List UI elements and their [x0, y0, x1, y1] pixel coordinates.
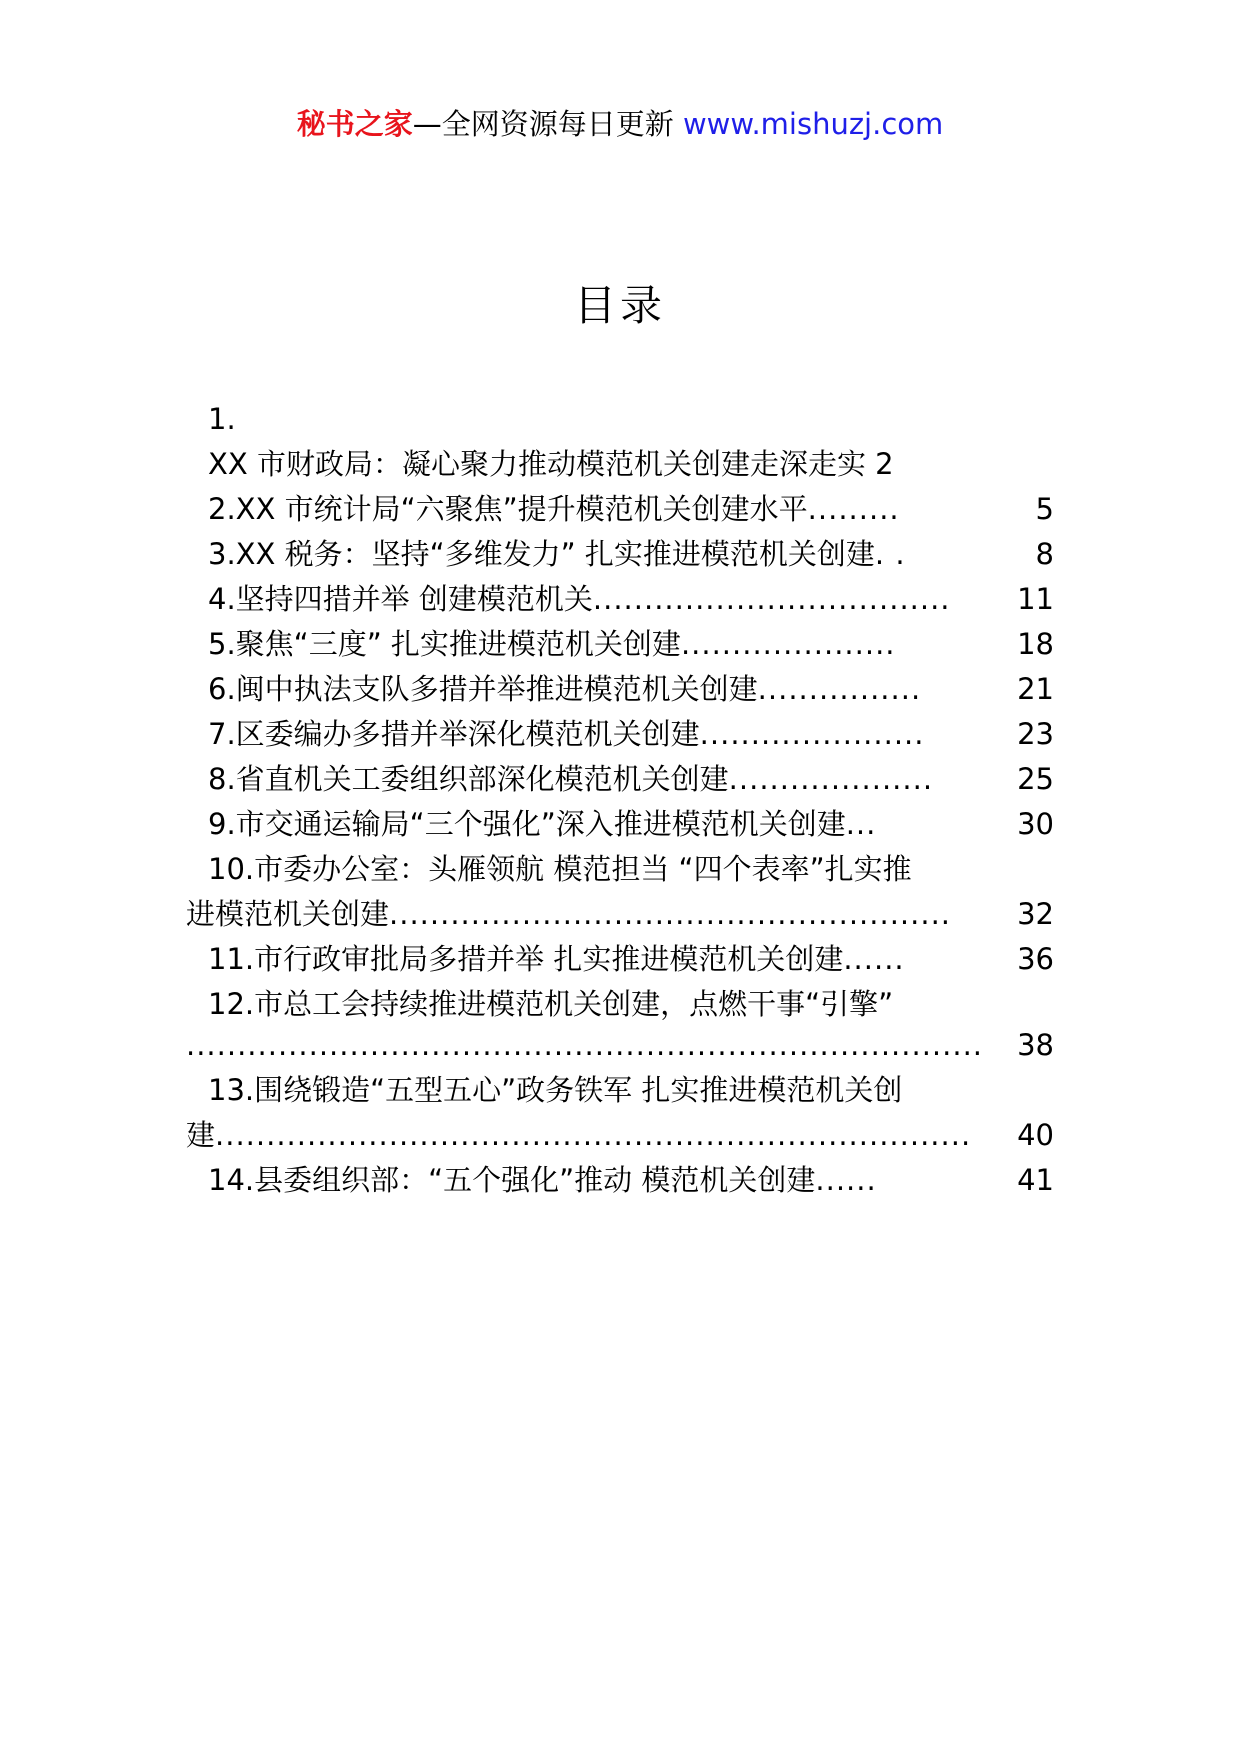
toc-leader-dots: ......... [807, 492, 900, 526]
toc-entry-title-line2: 进模范机关创建 [186, 897, 390, 931]
toc-entry-title-line1: 10.市委办公室：头雁领航 模范担当 “四个表率”扎实推 [208, 852, 912, 886]
toc-entry-title-line2: 建 [186, 1118, 216, 1152]
toc-entry-5[interactable] [186, 622, 1054, 667]
table-of-contents [186, 397, 1054, 1203]
toc-entry-6[interactable] [186, 667, 1054, 712]
toc-leader-dots: ...................... [699, 717, 925, 751]
toc-entry-12[interactable] [186, 982, 1054, 1068]
toc-page-number: 18 [1017, 627, 1054, 661]
toc-page-number: 8 [1035, 537, 1054, 571]
site-banner [0, 104, 1240, 144]
toc-entry-title-line1: 12.市总工会持续推进模范机关创建，点燃干事“引擎” [208, 987, 894, 1021]
toc-entry-title: 2.XX 市统计局“六聚焦”提升模范机关创建水平 [208, 492, 808, 526]
toc-entry-title: 11.市行政审批局多措并举 扎实推进模范机关创建 [208, 942, 844, 976]
toc-leader-dots: ...... [843, 942, 905, 976]
site-url-link[interactable]: www.mishuzj.com [682, 107, 944, 141]
toc-entry-2[interactable] [186, 487, 1054, 532]
toc-page-number: 23 [1017, 717, 1054, 751]
page-title: 目录 [573, 281, 666, 330]
toc-leader-dots: .................... [728, 762, 934, 796]
toc-entry-10[interactable] [186, 847, 1054, 937]
toc-page-number: 5 [1035, 492, 1054, 526]
toc-leader-dots: .......................................................................... [215, 1118, 972, 1152]
brand-name: 秘书之家 [296, 107, 413, 141]
toc-leader-dots: .............................................................................. [186, 1028, 984, 1062]
toc-leader-dots: ....................................................... [389, 897, 952, 931]
toc-page-number: 30 [1017, 807, 1054, 841]
toc-leader-dots: ... [845, 807, 877, 841]
toc-page-number: 38 [1017, 1028, 1054, 1062]
toc-entry-7[interactable] [186, 712, 1054, 757]
toc-entry-title: 3.XX 税务：坚持“多维发力” 扎实推进模范机关创建 [208, 537, 875, 571]
toc-entry-number: 1. [208, 402, 236, 436]
toc-entry-title: 6.闽中执法支队多措并举推进模范机关创建 [208, 672, 758, 706]
toc-entry-title: 4.坚持四措并举 创建模范机关 [208, 582, 593, 616]
toc-leader-dots: ..................... [680, 627, 896, 661]
toc-entry-title-line1: 13.围绕锻造“五型五心”政务铁军 扎实推进模范机关创 [208, 1073, 903, 1107]
toc-entry-title: 14.县委组织部：“五个强化”推动 模范机关创建 [208, 1163, 816, 1197]
toc-page-number: 21 [1017, 672, 1054, 706]
toc-entry-title: 7.区委编办多措并举深化模范机关创建 [208, 717, 700, 751]
toc-entry-13[interactable] [186, 1068, 1054, 1158]
toc-leader-dots: . . [874, 537, 906, 571]
toc-entry-8[interactable] [186, 757, 1054, 802]
toc-entry-title: 9.市交通运输局“三个强化”深入推进模范机关创建 [208, 807, 846, 841]
toc-leader-dots: ................ [757, 672, 922, 706]
toc-entry-title: 8.省直机关工委组织部深化模范机关创建 [208, 762, 729, 796]
toc-page-number: 40 [1017, 1118, 1054, 1152]
toc-entry-1[interactable] [186, 397, 1054, 487]
toc-entry-title: XX 市财政局：凝心聚力推动模范机关创建走深走实 2 [208, 447, 894, 481]
brand-tagline: —全网资源每日更新 [412, 107, 683, 141]
toc-page-number: 25 [1017, 762, 1054, 796]
toc-entry-14[interactable] [186, 1158, 1054, 1203]
toc-page-number: 36 [1017, 942, 1054, 976]
toc-entry-9[interactable] [186, 802, 1054, 847]
toc-leader-dots: ................................... [592, 582, 951, 616]
toc-entry-title: 5.聚焦“三度” 扎实推进模范机关创建 [208, 627, 681, 661]
toc-entry-11[interactable] [186, 937, 1054, 982]
toc-page-number: 32 [1017, 897, 1054, 931]
toc-leader-dots: ...... [815, 1163, 877, 1197]
toc-page-number: 41 [1017, 1163, 1054, 1197]
toc-page-number: 11 [1017, 582, 1054, 616]
toc-entry-4[interactable] [186, 577, 1054, 622]
toc-entry-3[interactable] [186, 532, 1054, 577]
